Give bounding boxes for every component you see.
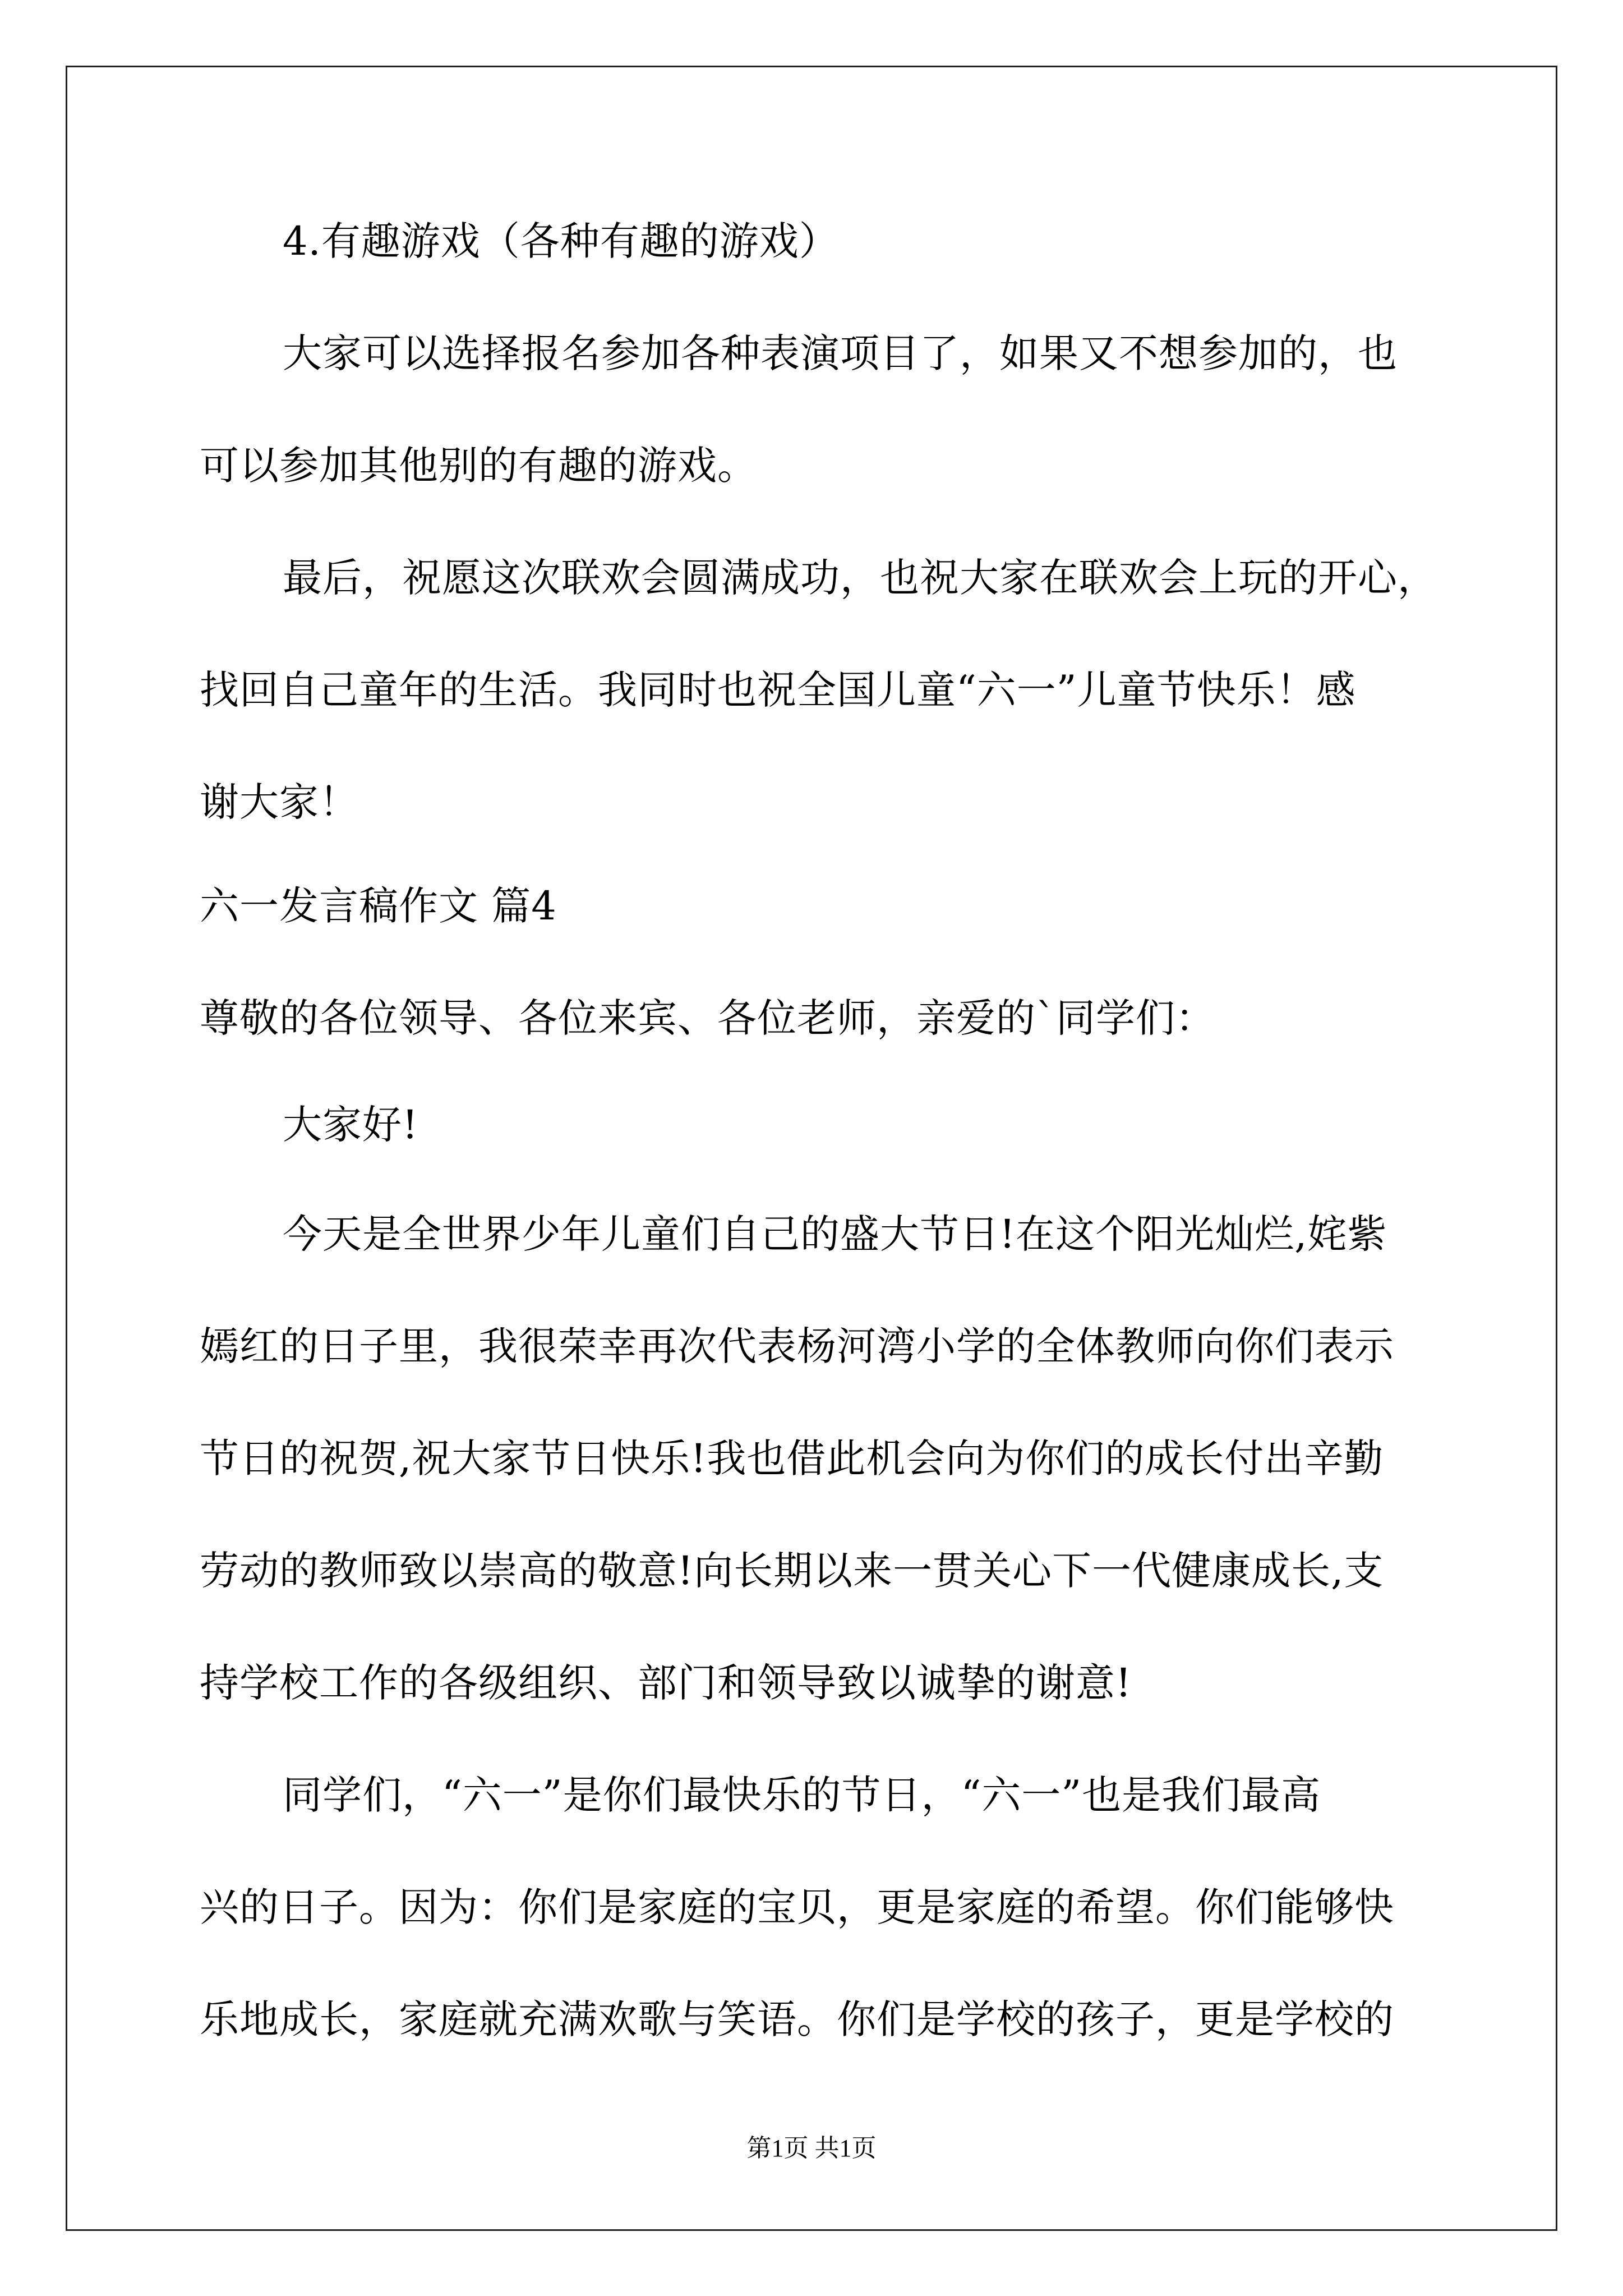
paragraph-line: 持学校工作的各级组织、部门和领导致以诚挚的谢意! (200, 1660, 1132, 1706)
paragraph-line: 同学们，“六一”是你们最快乐的节日，“六一”也是我们最高 (283, 1772, 1321, 1818)
paragraph-line: 最后，祝愿这次联欢会圆满成功，也祝大家在联欢会上玩的开心， (283, 555, 1437, 601)
paragraph-line: 兴的日子。因为：你们是家庭的宝贝，更是家庭的希望。你们能够快 (200, 1884, 1394, 1930)
paragraph-line: 谢大家！ (200, 779, 359, 825)
greeting: 大家好! (283, 1102, 419, 1148)
section-heading: 六一发言稿作文 篇4 (200, 883, 557, 929)
paragraph-line: 可以参加其他别的有趣的游戏。 (200, 443, 757, 489)
paragraph-line: 乐地成长，家庭就充满欢歌与笑语。你们是学校的孩子，更是学校的 (200, 1996, 1394, 2042)
paragraph-line: 劳动的教师致以崇高的敬意!向长期以来一贯关心下一代健康成长,支 (200, 1548, 1384, 1594)
paragraph-line: 大家可以选择报名参加各种表演项目了，如果又不想参加的，也 (283, 330, 1398, 376)
paragraph-line: 节日的祝贺,祝大家节日快乐!我也借此机会向为你们的成长付出辛勤 (200, 1435, 1384, 1481)
paragraph-line: 嫣红的日子里，我很荣幸再次代表杨河湾小学的全体教师向你们表示 (200, 1323, 1394, 1369)
paragraph-line: 今天是全世界少年儿童们自己的盛大节日!在这个阳光灿烂,姹紫 (283, 1211, 1387, 1257)
paragraph-line: 找回自己童年的生活。我同时也祝全国儿童“六一”儿童节快乐！感 (200, 667, 1356, 713)
salutation: 尊敬的各位领导、各位来宾、各位老师，亲爱的`同学们： (200, 995, 1215, 1041)
list-item-games: 4.有趣游戏（各种有趣的游戏） (283, 218, 839, 264)
page-footer: 第1页 共1页 (746, 2134, 877, 2162)
